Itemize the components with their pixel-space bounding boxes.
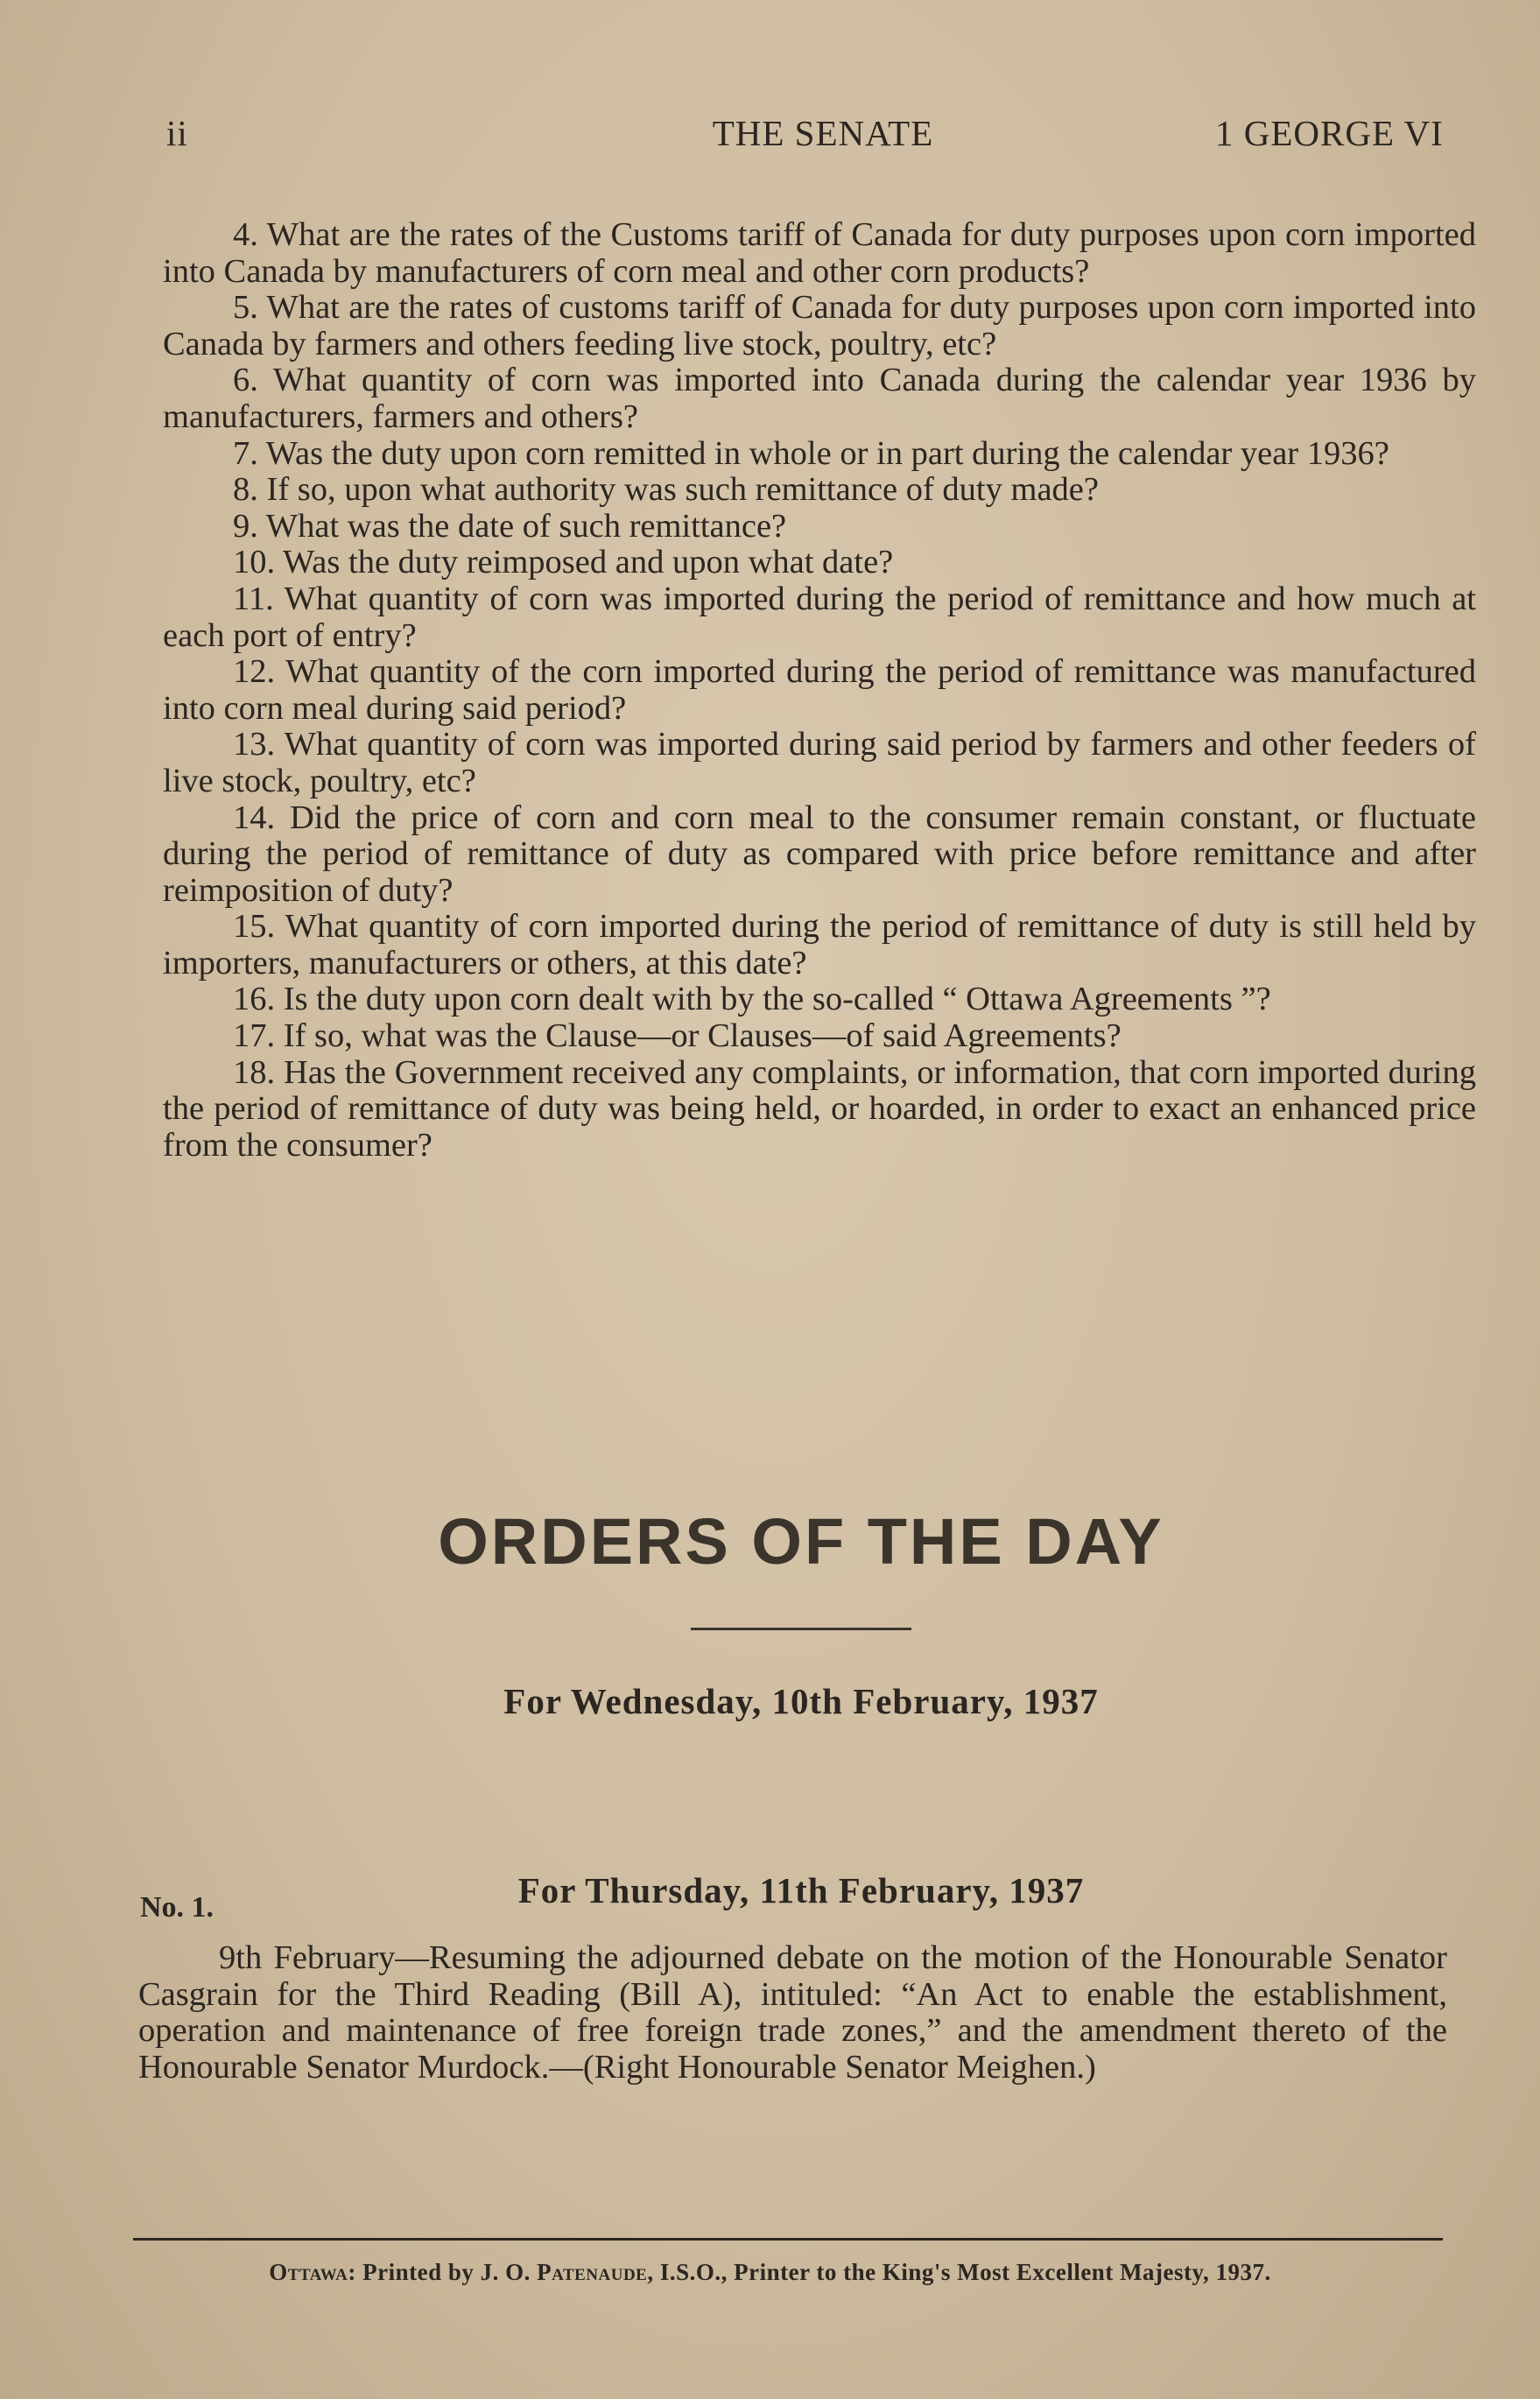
question-11: 11. What quantity of corn was imported during the period of remittance and how much at each port of entry? [163,580,1476,654]
question-10: 10. Was the duty reimposed and upon what date? [233,544,894,581]
question-4: 4. What are the rates of the Customs tariff of Canada for duty purposes upon corn imported into Canada by manufacturers of corn meal and other corn products? [163,216,1476,290]
imprint-printer-name: Patenaude, [537,2259,654,2285]
questions-list [163,217,1476,1164]
imprint-printed-by: Printed by J. O. [362,2259,531,2285]
orders-of-the-day-title: ORDERS OF THE DAY [438,1505,1164,1578]
question-18: 18. Has the Government received any complaints, or information, that corn imported during the period of remittance of duty was being held, or hoarded, in order to exact an enhanced price from the consumer? [163,1053,1476,1164]
question-9: 9. What was the date of such remittance? [233,507,787,545]
question-7: 7. Was the duty upon corn remitted in whole or in part during the calendar year 1936? [233,434,1389,472]
section-divider [691,1628,911,1630]
question-15: 15. What quantity of corn imported during the period of remittance of duty is still held by importers, manufacturers or others, at this date? [163,908,1476,981]
printer-imprint [0,2259,1540,2286]
question-6: 6. What quantity of corn was imported into Canada during the calendar year 1936 by manufacturers, farmers and others? [163,362,1476,435]
regnal-year: 1 GEORGE VI [1215,113,1444,153]
imprint-rest: I.S.O., Printer to the King's Most Excellent Majesty, 1937. [659,2259,1271,2285]
wednesday-heading: For Wednesday, 10th February, 1937 [503,1681,1099,1721]
question-13: 13. What quantity of corn was imported during said period by farmers and other feeders of live stock, poultry, etc? [163,726,1476,799]
question-16: 16. Is the duty upon corn dealt with by the so-called “ Ottawa Agreements ”? [233,981,1271,1018]
running-head-title: THE SENATE [712,113,934,153]
question-12: 12. What quantity of the corn imported during the period of remittance was manufactured into corn meal during said period? [163,653,1476,727]
question-8: 8. If so, upon what authority was such remittance of duty made? [233,471,1099,509]
order-item-text: 9th February—Resuming the adjourned debate on the motion of the Honourable Senator Casgrain for the Third Reading (Bill A), intituled: “An Act to enable the establishment, operation and maintenance of free foreign trade zones,” and the amendment thereto of the Honourable Senator Murdock.—(Right Honourable Senator Meighen.) [138,1939,1447,2086]
thursday-heading: For Thursday, 11th February, 1937 [517,1870,1085,1910]
imprint-city: Ottawa: [269,2259,356,2285]
question-17: 17. If so, what was the Clause—or Clauses—of said Agreements? [233,1017,1122,1055]
footer-rule [133,2238,1443,2241]
order-item-number: No. 1. [140,1891,214,1924]
page-number: ii [166,113,188,153]
question-14: 14. Did the price of corn and corn meal to the consumer remain constant, or fluctuate during the period of remittance of duty as compared with price before remittance and after reimposition of duty? [163,798,1476,909]
question-5: 5. What are the rates of customs tariff of Canada for duty purposes upon corn imported into Canada by farmers and others feeding live stock, poultry, etc? [163,289,1476,362]
